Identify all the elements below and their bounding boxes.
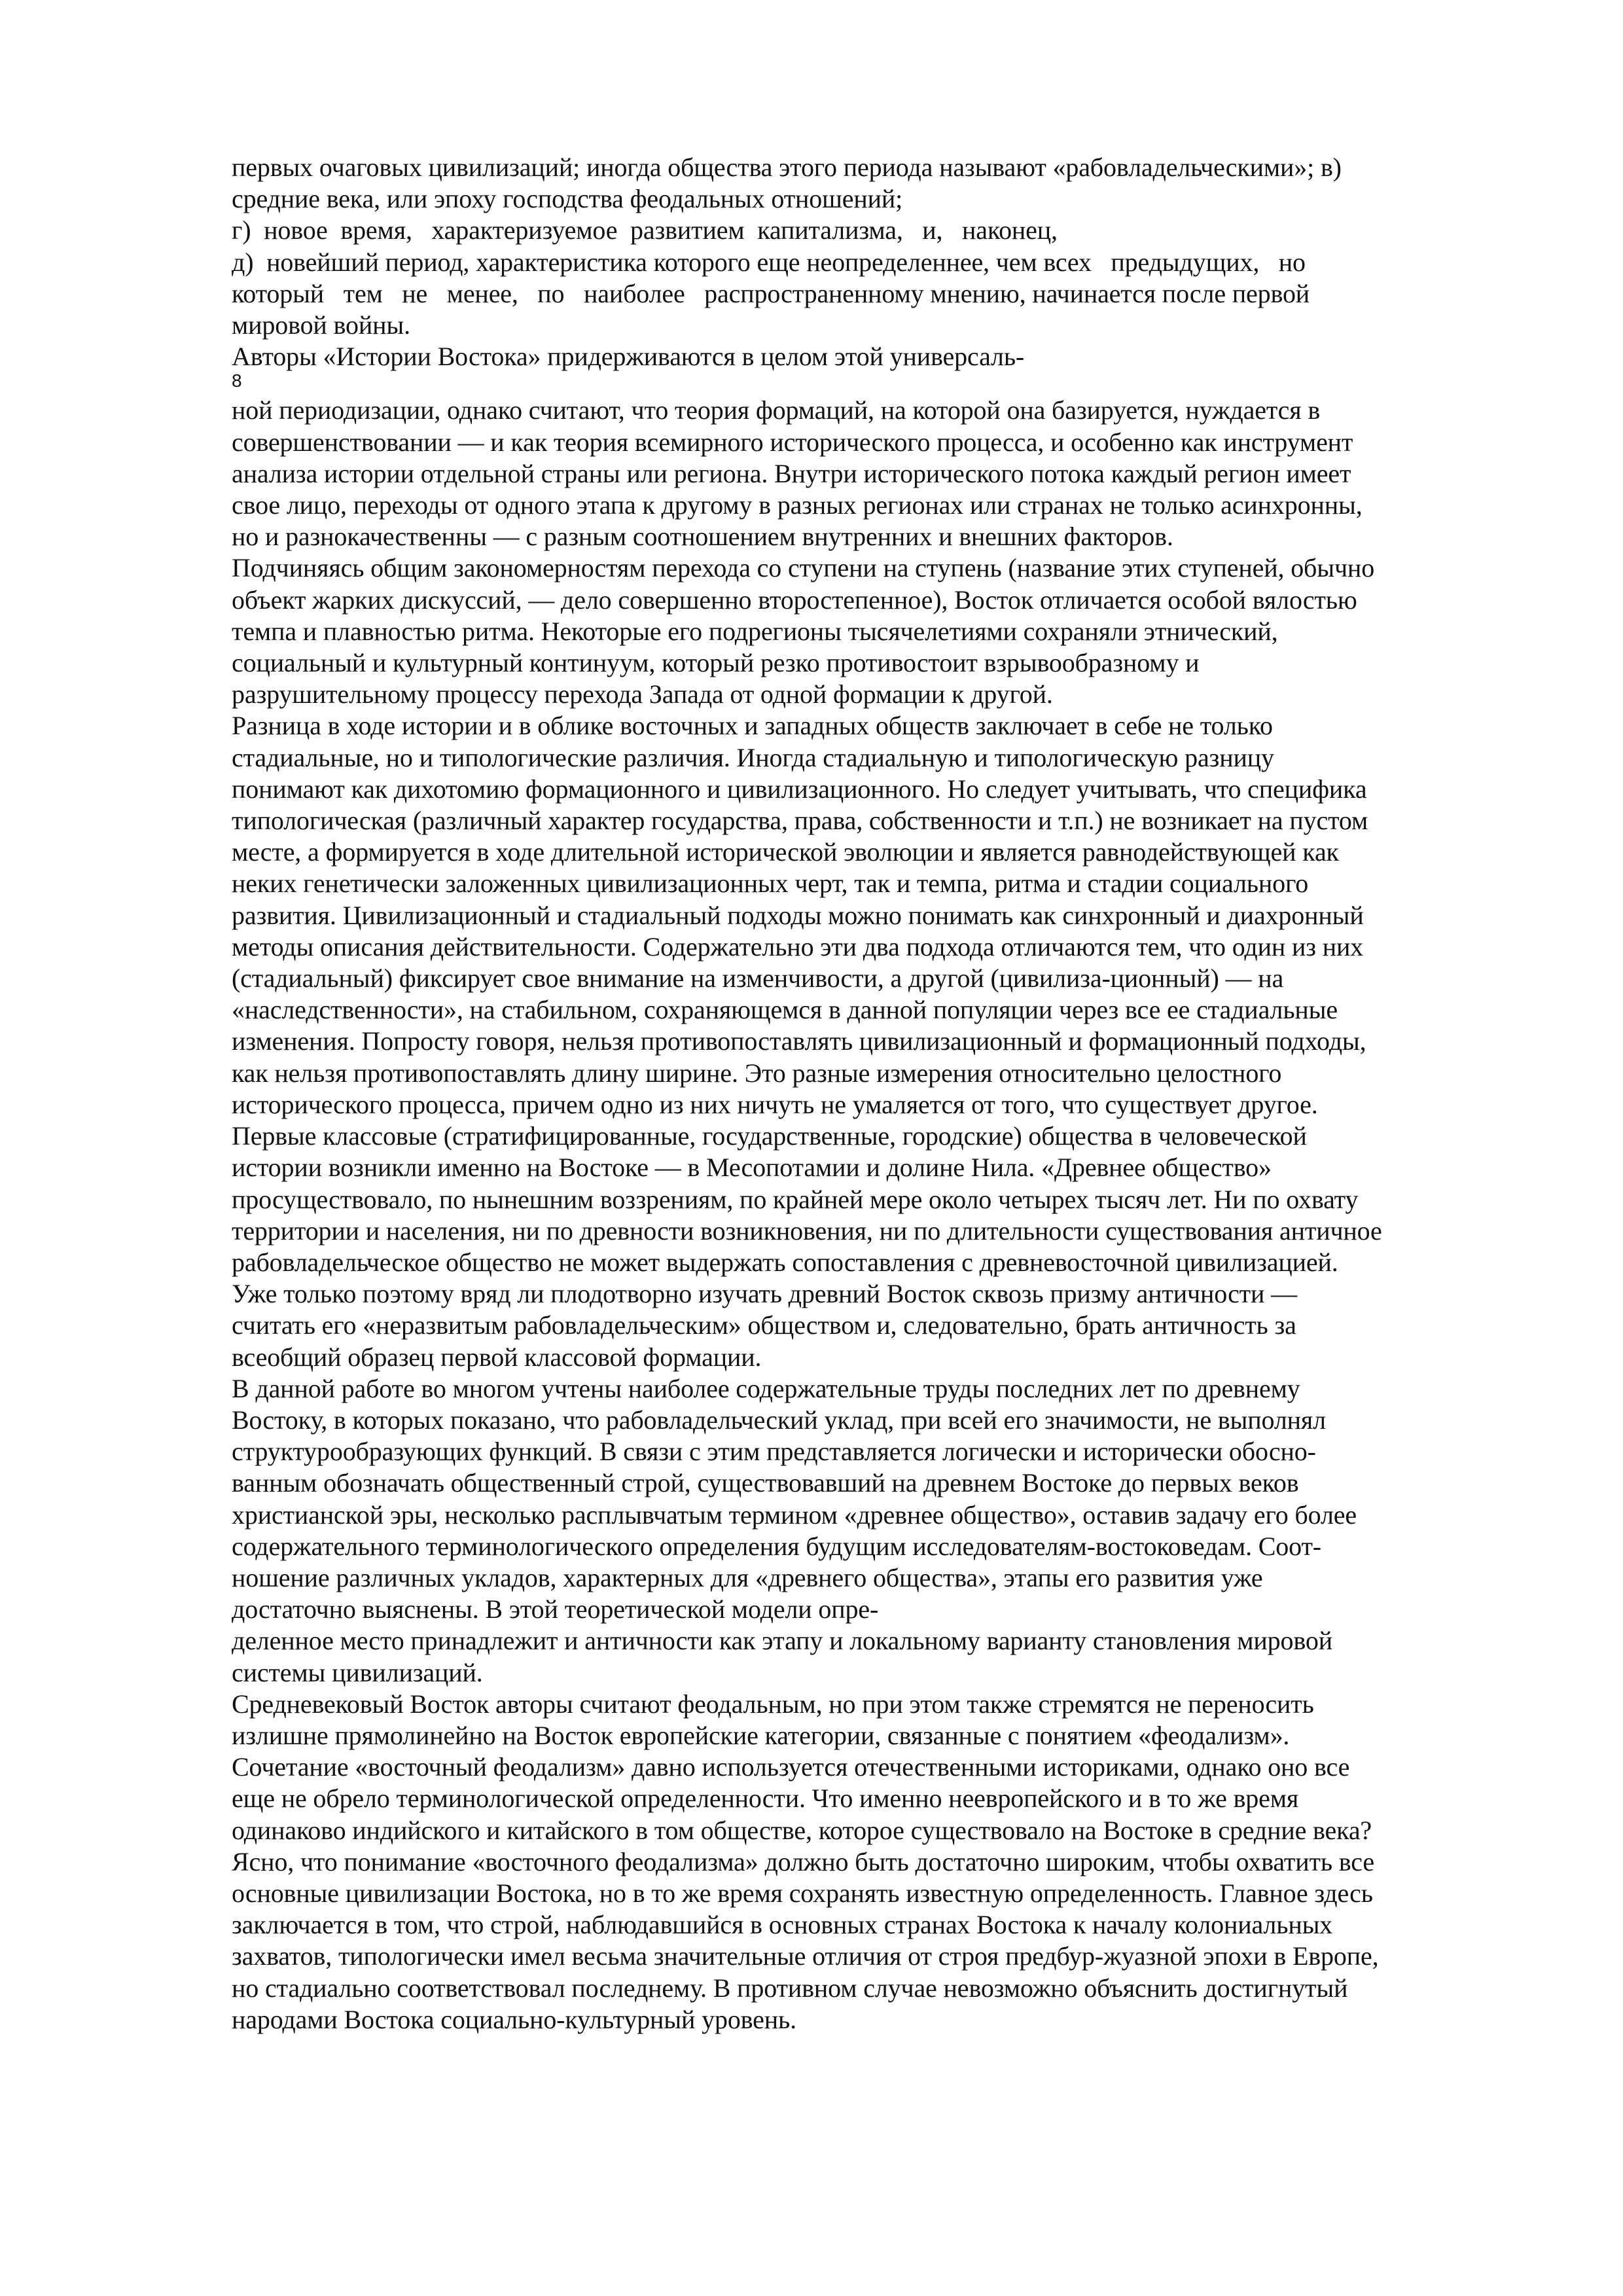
text-line: как нельзя противопоставлять длину ширине. Это разные измерения относительно целостного	[232, 1058, 1282, 1088]
text-line: который тем не менее, по наиболее распространенному мнению, начинается после первой	[232, 278, 1310, 308]
text-line: системы цивилизаций.	[232, 1657, 483, 1687]
text-line: Авторы «Истории Востока» придерживаются в целом этой универсаль-	[232, 342, 1025, 372]
text-line: захватов, типологически имел весьма значительные отличия от строя предбур-жуазной эпохи в Европе,	[232, 1941, 1379, 1971]
text-line: совершенствовании — и как теория всемирного исторического процесса, и особенно как инструмент	[232, 427, 1353, 457]
text-line: просуществовало, по нынешним воззрениям, по крайней мере около четырех тысяч лет. Ни по охвату	[232, 1184, 1359, 1214]
text-line: анализа истории отдельной страны или региона. Внутри исторического потока каждый регион имеет	[232, 458, 1351, 488]
text-line: средние века, или эпоху господства феодальных отношений;	[232, 184, 903, 214]
text-line: территории и населения, ни по древности возникновения, ни по длительности существования античное	[232, 1215, 1382, 1246]
text-line: но стадиально соответствовал последнему. В противном случае невозможно объяснить достигнутый	[232, 1973, 1348, 2003]
text-line: Средневековый Восток авторы считают феодальным, но при этом также стремятся не переносить	[232, 1689, 1314, 1719]
text-line: но и разнокачественны — с разным соотношением внутренних и внешних факторов.	[232, 522, 1173, 552]
text-line: ношение различных укладов, характерных для «древнего общества», этапы его развития уже	[232, 1562, 1263, 1592]
text-line: понимают как дихотомию формационного и цивилизационного. Но следует учитывать, что специфика	[232, 774, 1367, 804]
text-line: социальный и культурный континуум, который резко противостоит взрывообразному и	[232, 648, 1200, 678]
text-block-top	[232, 152, 1534, 372]
text-line: основные цивилизации Востока, но в то же время сохранять известную определенность. Главное здесь	[232, 1878, 1373, 1908]
text-line: месте, а формируется в ходе длительной исторической эволюции и является равнодействующей как	[232, 837, 1339, 867]
text-line: истории возникли именно на Востоке — в Месопотамии и долине Нила. «Древнее общество»	[232, 1153, 1272, 1183]
text-line: «наследственности», на стабильном, сохраняющемся в данной популяции через все ее стадиальные	[232, 995, 1338, 1025]
text-line: г) новое время, характеризуемое развитием капитализма, и, наконец,	[232, 215, 1058, 245]
text-line: христианской эры, несколько расплывчатым термином «древнее общество», оставив задачу его более	[232, 1499, 1357, 1530]
text-line: неких генетически заложенных цивилизационных черт, так и темпа, ритма и стадии социального	[232, 869, 1309, 899]
document-page	[232, 152, 1534, 2036]
text-line: структурообразующих функций. В связи с этим представляется логически и исторически обосно-	[232, 1437, 1316, 1467]
text-line: заключается в том, что строй, наблюдавшийся в основных странах Востока к началу колониальных	[232, 1910, 1333, 1940]
text-line: Подчиняясь общим закономерностям перехода со ступени на ступень (название этих ступеней, обычно	[232, 553, 1375, 583]
text-line: Сочетание «восточный феодализм» давно используется отечественными историками, однако оно все	[232, 1752, 1350, 1782]
text-line: достаточно выяснены. В этой теоретической модели опре-	[232, 1594, 879, 1624]
page-number: 8	[232, 370, 242, 391]
text-line: народами Востока социально-культурный уровень.	[232, 2004, 796, 2034]
text-line: первых очаговых цивилизаций; иногда общества этого периода называют «рабовладельческими»; в)	[232, 152, 1342, 182]
text-line: Разница в ходе истории и в облике восточных и западных обществ заключает в себе не только	[232, 711, 1273, 741]
text-line: излишне прямолинейно на Восток европейские категории, связанные с понятием «феодализм».	[232, 1720, 1290, 1750]
text-line: темпа и плавностью ритма. Некоторые его подрегионы тысячелетиями сохраняли этнический,	[232, 616, 1278, 646]
text-line: Ясно, что понимание «восточного феодализма» должно быть достаточно широким, чтобы охватить все	[232, 1846, 1374, 1876]
text-line: всеобщий образец первой классовой формации.	[232, 1342, 762, 1372]
text-line: свое лицо, переходы от одного этапа к другому в разных регионах или странах не только асинхронны,	[232, 490, 1363, 520]
text-line: стадиальные, но и типологические различия. Иногда стадиальную и типологическую разницу	[232, 742, 1274, 772]
text-line: рабовладельческое общество не может выдержать сопоставления с древневосточной цивилизацией.	[232, 1247, 1338, 1277]
text-line: еще не обрело терминологической определенности. Что именно неевропейского и в то же время	[232, 1784, 1299, 1814]
text-line: (стадиальный) фиксирует свое внимание на изменчивости, а другой (цивилиза-ционный) — на	[232, 963, 1284, 994]
text-line: объект жарких дискуссий, — дело совершенно второстепенное), Восток отличается особой вялостью	[232, 584, 1357, 615]
text-line: мировой войны.	[232, 310, 410, 340]
text-line: разрушительному процессу перехода Запада от одной формации к другой.	[232, 679, 1053, 709]
text-line: Востоку, в которых показано, что рабовладельческий уклад, при всей его значимости, не выполнял	[232, 1405, 1326, 1435]
text-line: д) новейший период, характеристика которого еще неопределеннее, чем всех предыдущих, но	[232, 247, 1306, 277]
text-line: исторического процесса, причем одно из них ничуть не умаляется от того, что существует другое.	[232, 1089, 1318, 1119]
text-line: содержательного терминологического определения будущим исследователям-востоковедам. Соот-	[232, 1531, 1321, 1561]
text-line: В данной работе во многом учтены наиболее содержательные труды последних лет по древнему	[232, 1373, 1300, 1403]
text-line: одинаково индийского и китайского в том обществе, которое существовало на Востоке в средние века?	[232, 1815, 1372, 1845]
text-line: изменения. Попросту говоря, нельзя противопоставлять цивилизационный и формационный подходы,	[232, 1026, 1366, 1056]
text-line: считать его «неразвитым рабовладельческим» обществом и, следовательно, брать античность за	[232, 1310, 1296, 1340]
text-line: типологическая (различный характер государства, права, собственности и т.п.) не возникает на пустом	[232, 806, 1368, 836]
text-line: методы описания действительности. Содержательно эти два подхода отличаются тем, что один из них	[232, 931, 1364, 961]
text-line: ной периодизации, однако считают, что теория формаций, на которой она базируется, нуждается в	[232, 395, 1321, 425]
text-line: ванным обозначать общественный строй, существовавший на древнем Востоке до первых веков	[232, 1468, 1299, 1498]
text-line: Уже только поэтому вряд ли плодотворно изучать древний Восток сквозь призму античности —	[232, 1279, 1297, 1309]
text-line: Первые классовые (стратифицированные, государственные, городские) общества в человеческой	[232, 1121, 1307, 1151]
text-line: деленное место принадлежит и античности как этапу и локальному варианту становления мировой	[232, 1626, 1332, 1656]
text-block-main	[232, 395, 1534, 2036]
text-line: развития. Цивилизационный и стадиальный подходы можно понимать как синхронный и диахронный	[232, 900, 1364, 930]
